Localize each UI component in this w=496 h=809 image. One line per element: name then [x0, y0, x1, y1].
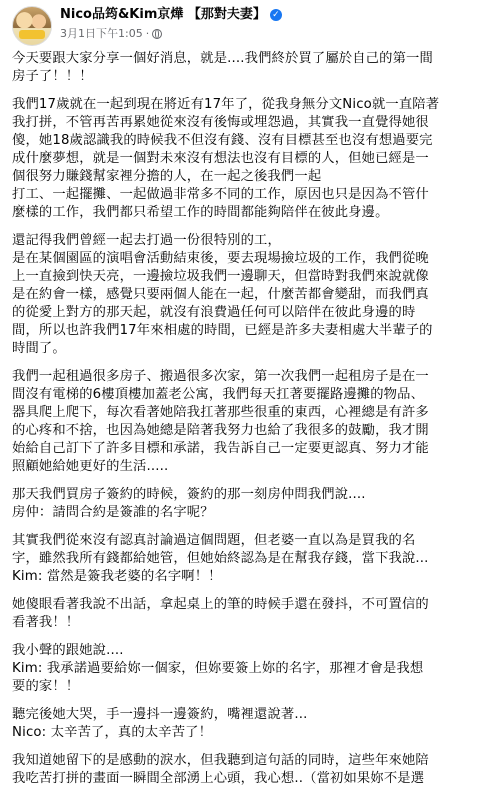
- paragraph-line: 我們一起租過很多房子、搬過很多次家，第一次我們一起租房子是在一: [12, 369, 429, 384]
- paragraph-line: Nico: 太辛苦了，真的太辛苦了！: [12, 725, 213, 740]
- paragraph-line: 她傻眼看著我說不出話，拿起桌上的筆的時候手還在發抖，不可置信的: [12, 597, 429, 612]
- globe-icon[interactable]: [152, 29, 162, 39]
- meta-separator: ·: [145, 27, 150, 40]
- paragraph-line: 上一直撿到快天亮，一邊撿垃圾我們一邊聊天，但當時對我們來說就像: [12, 269, 429, 284]
- paragraph-line: 是在約會一樣，感覺只要兩個人能在一起，什麼苦都會變甜，而我們真: [12, 287, 429, 302]
- post-meta: [60, 6, 282, 42]
- post-paragraph: [12, 706, 484, 742]
- paragraph-line: 那天我們買房子簽約的時候，簽約的那一刻房仲問我們說....: [12, 487, 366, 502]
- paragraph-line: 其實我們從來沒有認真討論過這個問題，但老婆一直以為是買我的名: [12, 533, 416, 548]
- post-paragraph: [12, 596, 484, 632]
- author-name[interactable]: Nico品筠&Kim京燁 【那對夫妻】: [60, 7, 266, 22]
- paragraph-line: 還記得我們曾經一起去打過一份很特別的工，: [12, 233, 281, 248]
- paragraph-line: 是在某個園區的演唱會活動結束後，要去現場撿垃圾的工作，我們從晚: [12, 251, 429, 266]
- paragraph-line: Kim: 當然是簽我老婆的名字啊！！: [12, 569, 222, 584]
- paragraph-line: 我吃苦打拼的畫面一瞬間全部湧上心頭，我心想..（當初如果妳不是選: [12, 771, 425, 786]
- post-paragraph: [12, 642, 484, 696]
- paragraph-line: 今天要跟大家分享一個好消息，就是....我們終於買了屬於自己的第一間: [12, 51, 433, 66]
- paragraph-line: 傻，她18歲認識我的時候我不但沒有錢、沒有目標甚至也沒有想過要完: [12, 133, 433, 148]
- paragraph-line: 照顧她給她更好的生活.....: [12, 459, 169, 474]
- paragraph-line: 房子了！！！: [12, 69, 93, 84]
- post-paragraph: [12, 96, 484, 222]
- post-paragraph: [12, 232, 484, 358]
- post-text: [12, 50, 484, 788]
- paragraph-line: 麼樣的工作，我們都只希望工作的時間都能夠陪伴在彼此身邊。: [12, 205, 389, 220]
- paragraph-line: 我們17歲就在一起到現在將近有17年了，從我身無分文Nico就一直陪著: [12, 97, 440, 112]
- post-timestamp[interactable]: 3月1日下午1:05: [60, 27, 143, 40]
- paragraph-line: 聽完後她大哭，手一邊抖一邊簽約，嘴裡還說著...: [12, 707, 308, 722]
- paragraph-line: 字，雖然我所有錢都給她管，但她始終認為是在幫我存錢，當下我說...: [12, 551, 429, 566]
- post-paragraph: [12, 486, 484, 522]
- post-header: [12, 0, 484, 50]
- paragraph-line: 時間了。: [12, 341, 66, 356]
- post-paragraph: [12, 368, 484, 476]
- paragraph-line: 的心疼和不捨，也因為她總是陪著我努力也給了我很多的鼓勵，我才開: [12, 423, 429, 438]
- paragraph-line: 間，所以也許我們17年來相處的時間，已經是許多夫妻相處大半輩子的: [12, 323, 433, 338]
- paragraph-line: 要的家！！: [12, 679, 80, 694]
- paragraph-line: 間沒有電梯的6樓頂樓加蓋老公寓，我們每天扛著要擺路邊攤的物品、: [12, 387, 425, 402]
- paragraph-line: 器具爬上爬下，每次看著她陪我扛著那些很重的東西，心裡總是有許多: [12, 405, 429, 420]
- paragraph-line: 我知道她留下的是感動的淚水，但我聽到這句話的同時，這些年來她陪: [12, 753, 429, 768]
- verified-badge-icon: ✓: [270, 9, 282, 21]
- paragraph-line: 個很努力賺錢幫家裡分擔的人，在一起之後我們一起: [12, 169, 322, 184]
- paragraph-line: 成什麼夢想，就是一個對未來沒有想法也沒有目標的人，但她已經是一: [12, 151, 429, 166]
- author-avatar[interactable]: [12, 6, 52, 46]
- paragraph-line: 始給自己訂下了許多目標和承諾，我告訴自己一定要更認真、努力才能: [12, 441, 429, 456]
- paragraph-line: 打工、一起擺攤、一起做過非常多不同的工作，原因也只是因為不管什: [12, 187, 429, 202]
- post-paragraph: [12, 752, 484, 788]
- paragraph-line: 我打拼，不管再苦再累她從來沒有後悔或埋怨過，其實我一直覺得她很: [12, 115, 429, 130]
- post-paragraph: [12, 532, 484, 586]
- paragraph-line: 我小聲的跟她說....: [12, 643, 124, 658]
- paragraph-line: Kim: 我承諾過要給妳一個家，但妳要簽上妳的名字，那裡才會是我想: [12, 661, 424, 676]
- paragraph-line: 看著我！！: [12, 615, 80, 630]
- paragraph-line: 的從愛上對方的那天起，就沒有浪費過任何可以陪伴在彼此身邊的時: [12, 305, 416, 320]
- paragraph-line: 房仲：請問合約是簽誰的名字呢？: [12, 505, 214, 520]
- post-paragraph: [12, 50, 484, 86]
